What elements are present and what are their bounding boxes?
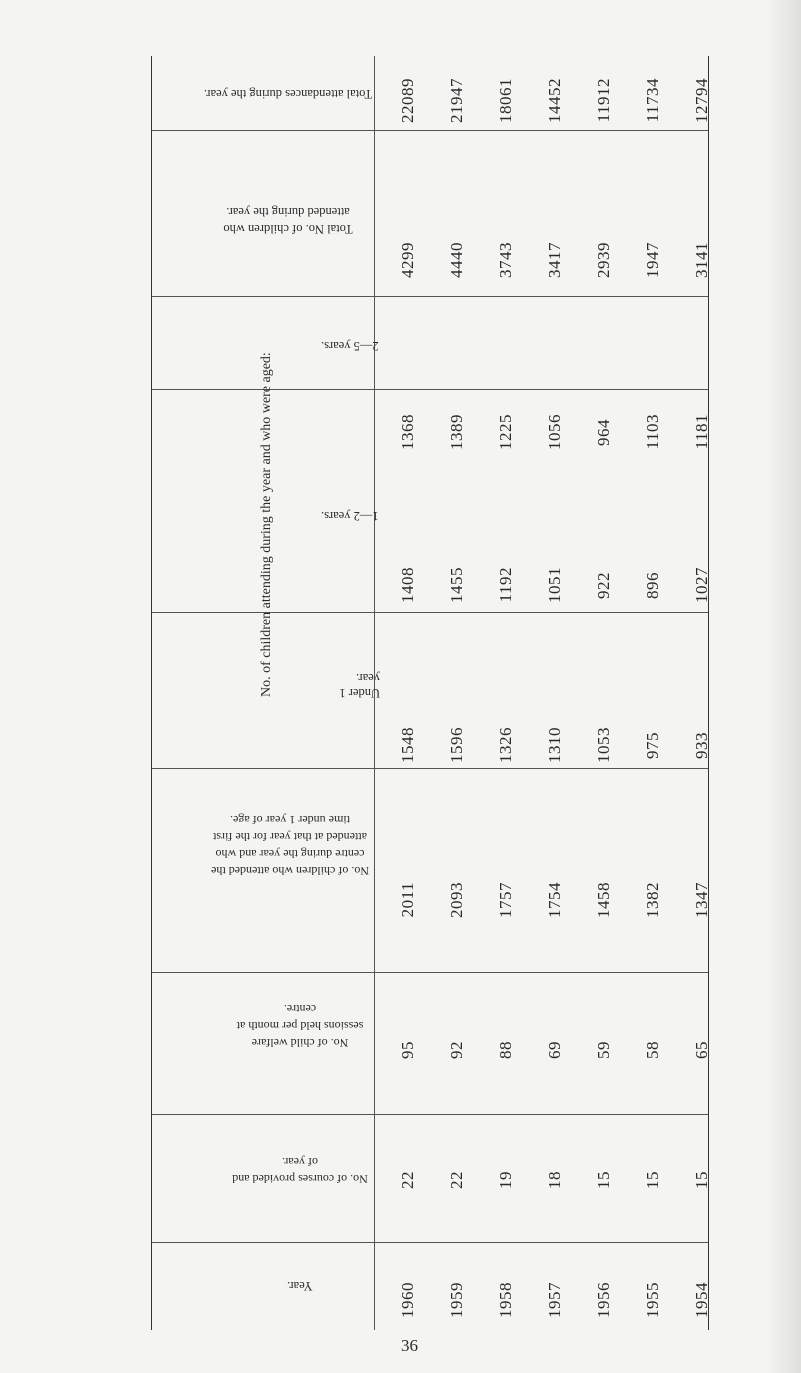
cell-courses: 18 [545,1171,564,1189]
cell-sessions: 59 [594,1041,613,1059]
cell-sessions: 88 [496,1041,515,1059]
cell-under1: 1053 [594,727,613,763]
cell-year: 1954 [692,1282,711,1318]
cell-under1: 1548 [398,727,417,763]
cell-mothers: 3141 [692,242,711,278]
cell-y25: 964 [594,418,613,446]
cell-y25: 1056 [545,414,564,450]
header-mothers: Total No. of children who attended during the year. [222,205,353,236]
cell-sessions: 92 [447,1041,466,1059]
cell-sessions: 95 [398,1041,417,1059]
cell-att: 18061 [496,77,515,123]
cell-courses: 15 [643,1171,662,1189]
cell-y25: 1389 [447,414,466,450]
cell-y12: 922 [594,571,613,599]
cell-first: 1382 [643,882,662,918]
cell-y12: 1027 [692,567,711,603]
cell-first: 1458 [594,882,613,918]
cell-y12: 1192 [496,567,515,603]
header-two-five: 2—5 years. [321,338,379,353]
cell-att: 11734 [643,77,662,123]
page-edge-shadow [767,0,801,1373]
cell-courses: 15 [692,1171,711,1189]
cell-att: 12794 [692,77,711,123]
cell-first: 1347 [692,882,711,918]
cell-mothers: 3743 [496,242,515,278]
cell-under1: 1310 [545,727,564,763]
cell-y25: 1181 [692,414,711,450]
header-under-1: Under 1 year. [339,671,380,700]
cell-y25: 1103 [643,414,662,450]
cell-first: 2093 [447,882,466,918]
cell-y25: 1368 [398,414,417,450]
page-number: 36 [401,1336,418,1355]
cell-mothers: 1947 [643,242,662,278]
cell-year: 1955 [643,1282,662,1318]
header-attendances: Total attendances during the year. [203,86,372,101]
cell-year: 1959 [447,1282,466,1318]
cell-year: 1958 [496,1282,515,1318]
header-courses: No. of courses provided and of year. [232,1155,368,1186]
cell-under1: 1596 [447,727,466,763]
cell-year: 1956 [594,1282,613,1318]
header-one-two: 1—2 years. [321,508,379,523]
cell-sessions: 65 [692,1041,711,1059]
cell-mothers: 4299 [398,242,417,278]
cell-first: 1757 [496,882,515,918]
cell-sessions: 69 [545,1041,564,1059]
cell-att: 11912 [594,77,613,123]
cell-mothers: 4440 [447,242,466,278]
cell-courses: 22 [447,1171,466,1189]
cell-under1: 1326 [496,727,515,763]
cell-att: 14452 [545,77,564,123]
cell-first: 2011 [398,882,417,918]
cell-sessions: 58 [643,1041,662,1059]
cell-year: 1960 [398,1282,417,1318]
cell-under1: 933 [692,731,711,759]
header-child-welfare: No. of child welfare sessions held per month at centre. [236,1001,364,1050]
cell-mothers: 3417 [545,242,564,278]
cell-courses: 15 [594,1171,613,1189]
divider [152,1242,708,1243]
cell-first: 1754 [545,882,564,918]
cell-courses: 19 [496,1171,515,1189]
cell-y12: 1455 [447,567,466,603]
cell-y12: 1408 [398,567,417,603]
divider [152,130,708,131]
cell-y12: 896 [643,571,662,599]
cell-y12: 1051 [545,567,564,603]
cell-under1: 975 [643,731,662,759]
cell-mothers: 2939 [594,242,613,278]
header-year: Year. [287,1278,313,1293]
cell-att: 22089 [398,77,417,123]
header-attended-first: No. of children who attended the centre during the year and who attended at that year for the first time under 1 year of age. [211,813,369,878]
cell-att: 21947 [447,77,466,123]
cell-y25: 1225 [496,414,515,450]
header-group-aged: No. of children attending during the year and who were aged: [259,352,274,698]
cell-courses: 22 [398,1171,417,1189]
cell-year: 1957 [545,1282,564,1318]
